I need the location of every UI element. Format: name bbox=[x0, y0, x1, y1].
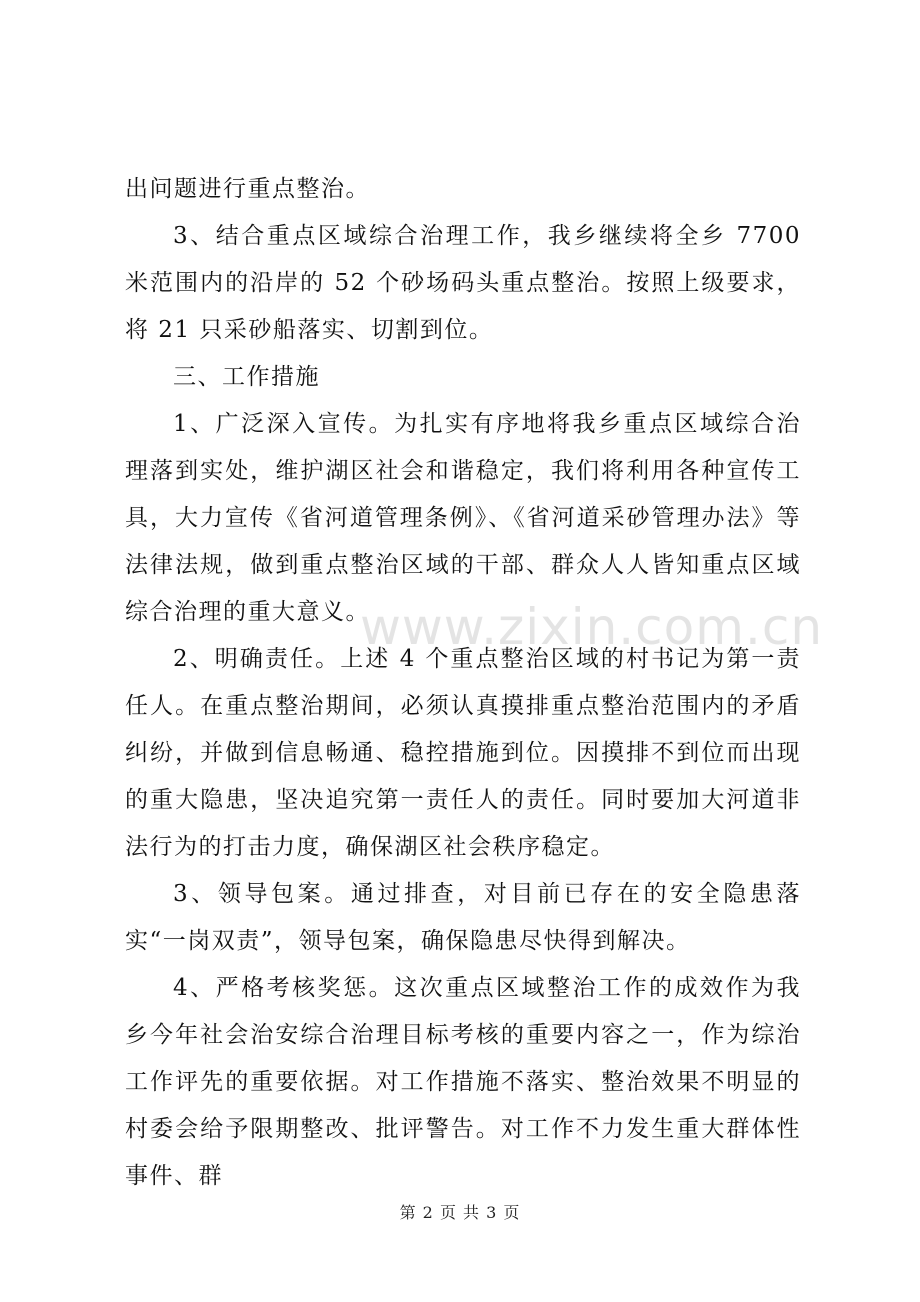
paragraph-continuation: 出问题进行重点整治。 bbox=[125, 176, 370, 202]
section-heading-work-measures: 三、工作措施 bbox=[173, 364, 320, 390]
paragraph-measure-1-publicity: 1、广泛深入宣传。为扎实有序地将我乡重点区域综合治理落到实处，维护湖区社会和谐稳定，我们将利用各种宣传工具，大力宣传《省河道管理条例》、《省河道采砂管理办法》等法律法规，做到重点整治区域的干部、群众人人皆知重点区域综合治理的重大意义。 bbox=[125, 411, 801, 625]
watermark: www.zixin.com.cn bbox=[360, 598, 824, 656]
paragraph-item-3-sand-yards: 3、结合重点区域综合治理工作，我乡继续将全乡 7700 米范围内的沿岸的 52 个砂场码头重点整治。按照上级要求，将 21 只采砂船落实、切割到位。 bbox=[125, 223, 801, 343]
page-number-footer: 第 2 页 共 3 页 bbox=[399, 1203, 521, 1222]
paragraph-measure-2-responsibility: 2、明确责任。上述 4 个重点整治区域的村书记为第一责任人。在重点整治期间，必须认真摸排重点整治范围内的矛盾纠纷，并做到信息畅通、稳控措施到位。因摸排不到位而出现的重大隐患，坚决追究第一责任人的责任。同时要加大河道非法行为的打击力度，确保湖区社会秩序稳定。 bbox=[125, 646, 801, 860]
document-body bbox=[125, 166, 801, 1200]
paragraph-measure-3-leadership: 3、领导包案。通过排查，对目前已存在的安全隐患落实“一岗双责”，领导包案，确保隐患尽快得到解决。 bbox=[125, 881, 801, 954]
paragraph-measure-4-assessment: 4、严格考核奖惩。这次重点区域整治工作的成效作为我乡今年社会治安综合治理目标考核的重要内容之一，作为综治工作评先的重要依据。对工作措施不落实、整治效果不明显的村委会给予限期整改、批评警告。对工作不力发生重大群体性事件、群 bbox=[125, 975, 801, 1189]
